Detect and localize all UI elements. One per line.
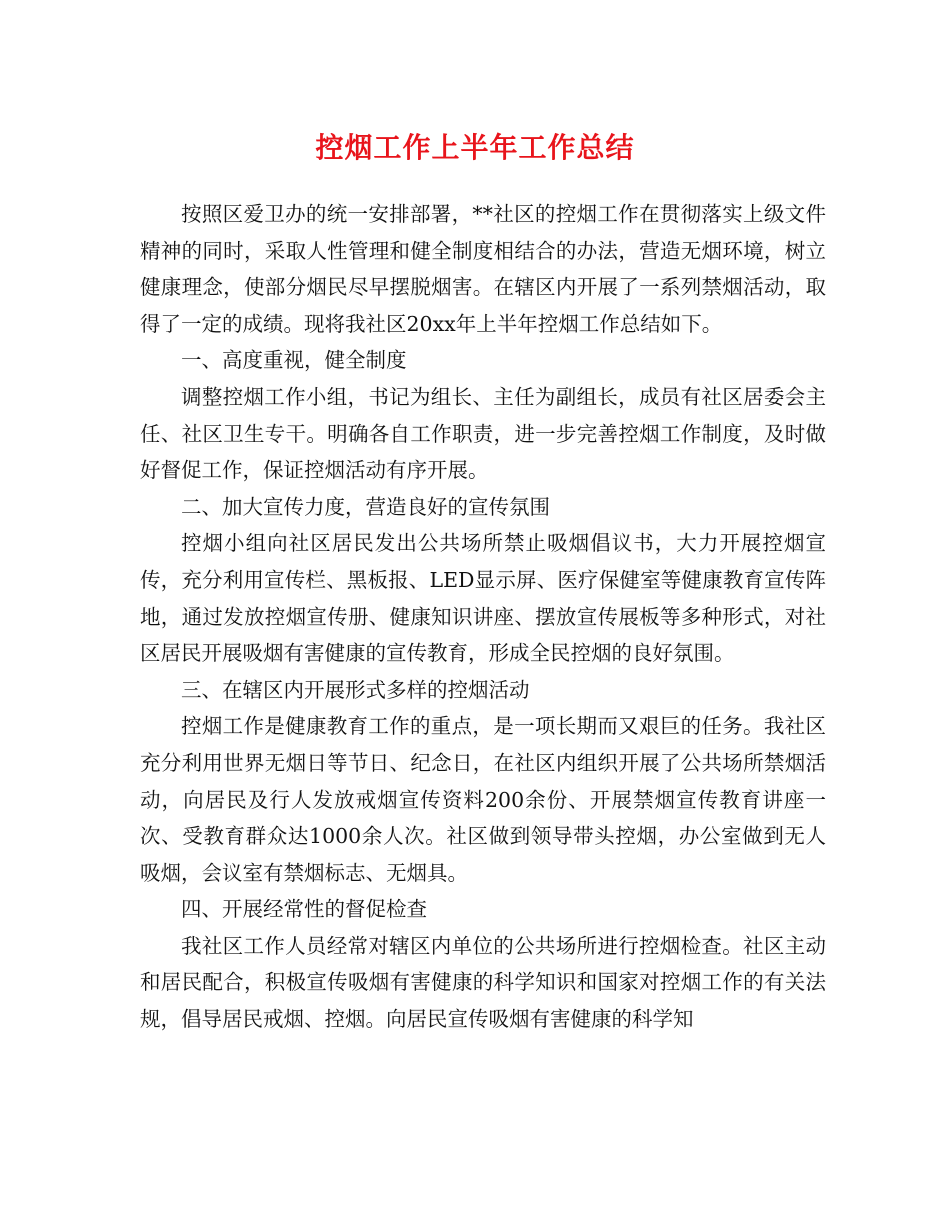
section-paragraph-4: 我社区工作人员经常对辖区内单位的公共场所进行控烟检查。社区主动和居民配合，积极宣传吸烟有害健康的科学知识和国家对控烟工作的有关法规，倡导居民戒烟、控烟。向居民宣传吸烟有害健康的科学知 xyxy=(140,933,826,1032)
section-paragraph-3: 控烟工作是健康教育工作的重点，是一项长期而又艰巨的任务。我社区充分利用世界无烟日等节日、纪念日，在社区内组织开展了公共场所禁烟活动，向居民及行人发放戒烟宣传资料200余份、开展禁烟宣传教育讲座一次、受教育群众达1000余人次。社区做到领导带头控烟，办公室做到无人吸烟，会议室有禁烟标志、无烟具。 xyxy=(140,714,826,885)
section-heading-1: 一、高度重视，健全制度 xyxy=(181,348,407,373)
section-paragraph-1: 调整控烟工作小组，书记为组长、主任为副组长，成员有社区居委会主任、社区卫生专干。明确各自工作职责，进一步完善控烟工作制度，及时做好督促工作，保证控烟活动有序开展。 xyxy=(140,384,826,483)
document-body xyxy=(140,196,826,1038)
section-heading-4: 四、开展经常性的督促检查 xyxy=(181,897,427,922)
page-title: 控烟工作上半年工作总结 xyxy=(315,131,635,164)
section-heading-3: 三、在辖区内开展形式多样的控烟活动 xyxy=(181,677,530,702)
section-paragraph-2: 控烟小组向社区居民发出公共场所禁止吸烟倡议书，大力开展控烟宣传，充分利用宣传栏、黑板报、LED显示屏、医疗保健室等健康教育宣传阵地，通过发放控烟宣传册、健康知识讲座、摆放宣传展板等多种形式，对社区居民开展吸烟有害健康的宣传教育，形成全民控烟的良好氛围。 xyxy=(140,531,826,666)
intro-paragraph: 按照区爱卫办的统一安排部署，**社区的控烟工作在贯彻落实上级文件精神的同时，采取人性管理和健全制度相结合的办法，营造无烟环境，树立健康理念，使部分烟民尽早摆脱烟害。在辖区内开展了一系列禁烟活动，取得了一定的成绩。现将我社区20xx年上半年控烟工作总结如下。 xyxy=(140,202,826,336)
section-heading-2: 二、加大宣传力度，营造良好的宣传氛围 xyxy=(181,494,550,519)
